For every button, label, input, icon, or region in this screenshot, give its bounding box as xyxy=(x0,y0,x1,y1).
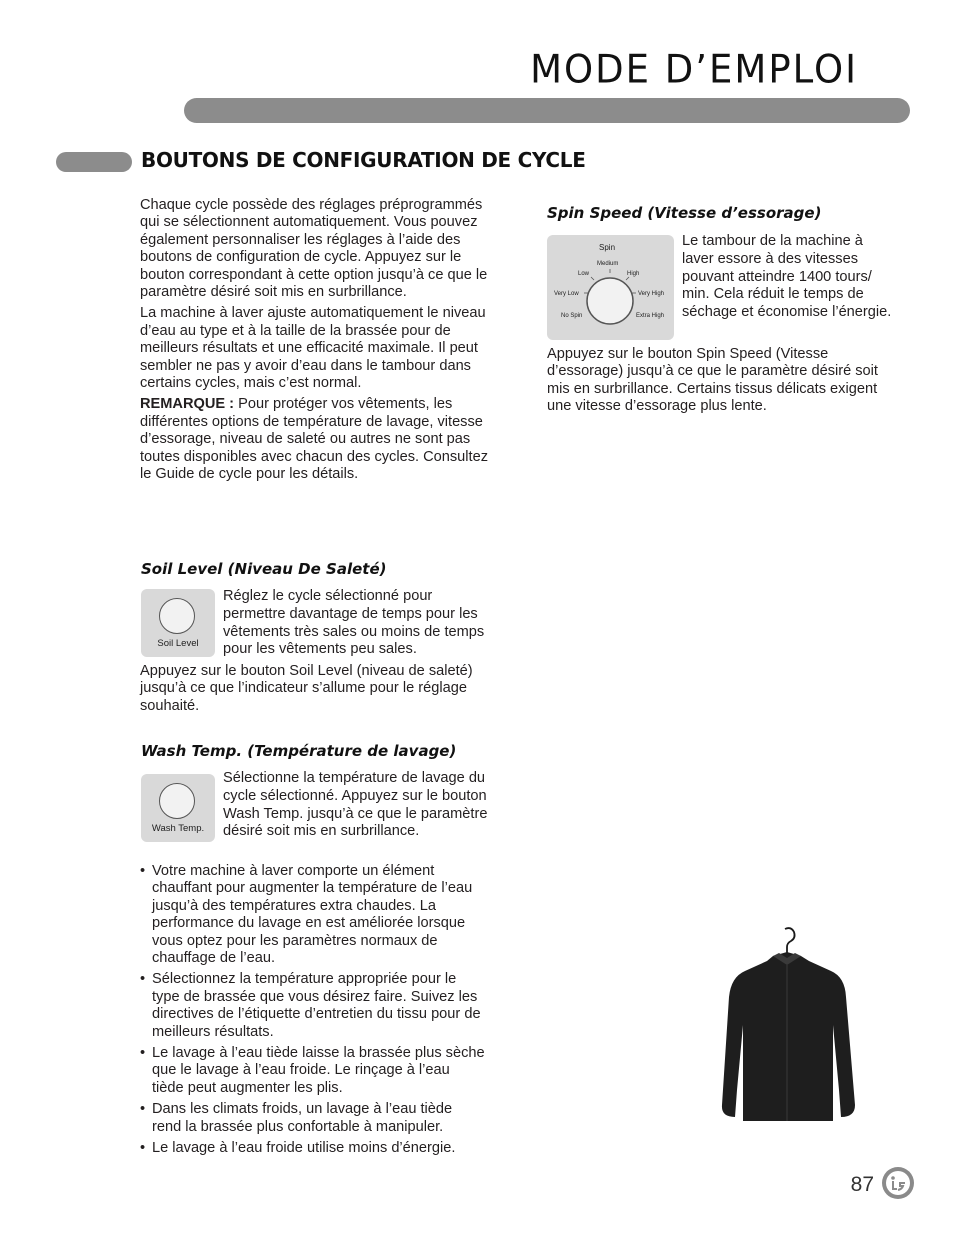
bullet-item: • Dans les climats froids, un lavage à l’eau tiède rend la brassée plus confortable à manipuler. xyxy=(140,1101,485,1136)
wash-temp-button-label: Wash Temp. xyxy=(151,823,205,834)
spin-dial-extra-high: Extra High xyxy=(636,313,665,319)
bullet-item: • Sélectionnez la température appropriée pour le type de brassée que vous désirez faire. Suivez les directives de l’étiquette d’entretien du tissu pour de meilleurs résultats. xyxy=(140,971,485,1041)
bullet-item: • Le lavage à l’eau tiède laisse la brassée plus sèche que le lavage à l’eau froide. Le rinçage à l’eau tiède peut augmenter les plis. xyxy=(140,1045,485,1097)
spin-speed-description: Le tambour de la machine à laver essore à des vitesses pouvant atteindre 1400 tours/ min. Cela réduit le temps de séchage et économise l’énergie. xyxy=(682,233,892,321)
intro-block xyxy=(140,197,496,488)
soil-level-button-icon xyxy=(159,598,195,634)
bullet-item: • Le lavage à l’eau froide utilise moins d’énergie. xyxy=(140,1140,485,1157)
wash-temp-button-panel xyxy=(141,774,215,842)
note-text: Pour protéger vos vêtements, les différentes options de température de lavage, vitesse d’essorage, niveau de saleté ou autres ne sont pas toutes disponibles avec chacun des cycles. Consultez le Guide de cycle pour les détails. xyxy=(140,396,489,483)
spin-speed-instructions: Appuyez sur le bouton Spin Speed (Vitesse d’essorage) jusqu’à ce que le paramètre désiré soit mis en surbrillance. Certains tissus délicats exigent une vitesse d’essorage plus lente. xyxy=(547,346,878,415)
intro-paragraph-2: La machine à laver ajuste automatiquement le niveau d’eau au type et à la taille de la brassée pour de meilleurs résultats et une efficacité maximale. Il peut sembler ne pas y avoir d’eau dans le tambour dans certains cycles, mais c’est normal. xyxy=(140,305,486,392)
wash-temp-description: Sélectionne la température de lavage du cycle sélectionné. Appuyez sur le bouton Wash Temp. jusqu’à ce que le paramètre désiré soit mis en surbrillance. xyxy=(223,770,488,840)
spin-dial-very-low: Very Low xyxy=(554,291,579,297)
header-bar xyxy=(184,98,910,123)
spin-dial-no-spin: No Spin xyxy=(561,313,583,319)
soil-level-heading: Soil Level (Niveau De Saleté) xyxy=(141,560,387,578)
shirt-on-hanger-illustration xyxy=(715,925,860,1125)
intro-note xyxy=(140,396,496,483)
section-title: BOUTONS DE CONFIGURATION DE CYCLE xyxy=(141,148,586,172)
spin-dial-panel xyxy=(547,235,674,340)
soil-level-button-label: Soil Level xyxy=(157,638,199,649)
spin-dial-title: Spin xyxy=(599,243,616,252)
wash-temp-heading: Wash Temp. (Température de lavage) xyxy=(141,742,457,760)
intro-paragraph-1: Chaque cycle possède des réglages préprogrammés qui se sélectionnent automatiquement. Vous pouvez également personnaliser les réglages à l’aide des boutons de configuration de cycle. Appuyez sur le bouton correspondant à cette option jusqu’à ce que le paramètre désiré soit mis en surbrillance. xyxy=(140,197,488,301)
spin-speed-heading: Spin Speed (Vitesse d’essorage) xyxy=(547,204,822,222)
soil-level-button-panel xyxy=(141,589,215,657)
spin-dial-low: Low xyxy=(578,271,590,277)
soil-level-instructions: Appuyez sur le bouton Soil Level (niveau de saleté) jusqu’à ce que l’indicateur s’allume pour le réglage souhaité. xyxy=(140,663,473,714)
lg-logo-icon xyxy=(881,1166,915,1200)
bullet-item: • Votre machine à laver comporte un élément chauffant pour augmenter la température de l’eau jusqu’à des températures extra chaudes. La performance du lavage en est améliorée lorsque vous optez pour les paramètres normaux de chauffage de l’eau. xyxy=(140,863,485,967)
spin-dial-medium: Medium xyxy=(597,261,619,267)
wash-temp-bullets xyxy=(140,863,485,1162)
spin-dial-icon xyxy=(547,235,674,340)
page-number: 87 xyxy=(850,1173,874,1196)
spin-dial-high: High xyxy=(627,271,640,277)
section-pill xyxy=(56,152,132,172)
note-label: REMARQUE : xyxy=(140,396,235,413)
wash-temp-button-icon xyxy=(159,783,195,819)
spin-dial-very-high: Very High xyxy=(638,291,665,297)
soil-level-description: Réglez le cycle sélectionné pour permettre davantage de temps pour les vêtements très sales ou moins de temps pour les vêtements peu sales. xyxy=(223,588,485,658)
page-header-title: MODE D’EMPLOI xyxy=(530,46,858,93)
